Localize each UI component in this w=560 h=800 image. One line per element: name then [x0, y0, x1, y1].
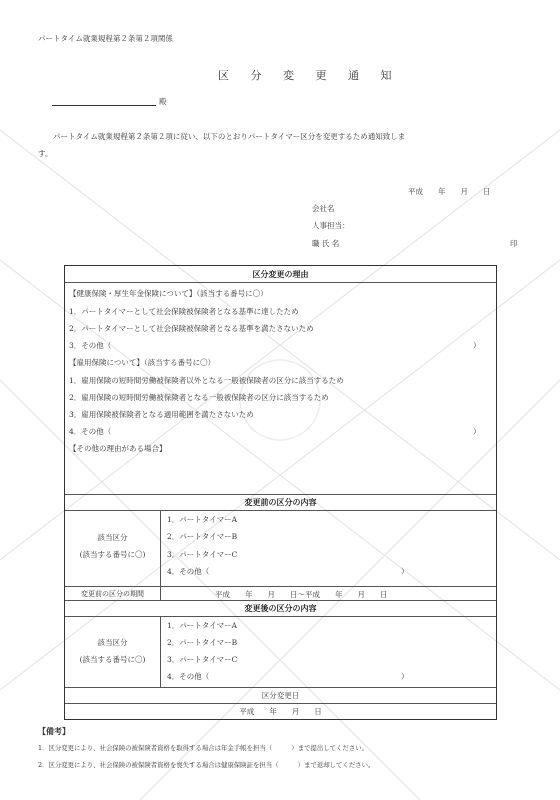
health-heading: 【健康保険・厚生年金保険について】（該当する番号に〇）: [69, 289, 268, 298]
company-label: 会社名: [312, 204, 335, 213]
before-option-other[interactable]: 4．その他（: [167, 567, 210, 576]
before-label-2: (該当する番号に〇): [79, 550, 146, 559]
after-label-2: (該当する番号に〇): [79, 655, 146, 664]
after-label-1: 該当区分: [97, 638, 128, 647]
employment-item-3[interactable]: 3．雇用保険被保険者となる適用範囲を満たさないため: [69, 410, 254, 419]
issue-date: 平成 年 月 日: [408, 187, 491, 196]
before-label-1: 該当区分: [97, 533, 128, 542]
before-period-label: 変更前の区分の期間: [81, 590, 144, 598]
health-item-3-close: ）: [473, 341, 481, 350]
after-date-header: 区分変更日: [261, 691, 300, 700]
after-header: 変更後の区分の内容: [244, 604, 317, 613]
note-item-2: 2．区分変更により、社会保険の被保険者資格を喪失する場合は健康保険証を担当（ ）まで返却してください。: [38, 761, 375, 769]
before-option-b[interactable]: 2．パートタイマーB: [167, 532, 238, 541]
note-item-1: 1．区分変更により、社会保険の被保険者資格を取得する場合は年金手帳を担当（ ）まで提出してください。: [38, 744, 368, 752]
addressee-suffix: 殿: [159, 97, 167, 106]
reference-text: パートタイム就業規程第２条第２項関係: [38, 34, 173, 43]
health-item-2[interactable]: 2．パートタイマーとして社会保険被保険者となる基準を満たさないため: [69, 324, 314, 333]
before-option-c[interactable]: 3．パートタイマーC: [167, 550, 238, 559]
after-date-value[interactable]: 平成 年 月 日: [239, 707, 322, 716]
notes-heading: 【備考】: [38, 726, 70, 736]
employment-item-2[interactable]: 2．雇用保険の短時間労働被保険者となる一般被保険者の区分に該当するため: [69, 393, 329, 402]
after-option-b[interactable]: 2．パートタイマーB: [167, 638, 238, 647]
employment-item-4-close: ）: [473, 427, 481, 436]
other-reason-heading: 【その他の理由がある場合】: [69, 444, 167, 453]
reasons-header: 区分変更の理由: [252, 270, 309, 279]
after-option-a[interactable]: 1．パートタイマーA: [167, 621, 238, 630]
intro-text-continued: す。: [38, 149, 53, 158]
after-option-other[interactable]: 4．その他（: [167, 672, 210, 681]
name-label: 職 氏 名: [312, 239, 340, 248]
addressee-field[interactable]: [52, 93, 156, 106]
document-title: 区 分 変 更 通 知: [218, 69, 401, 82]
hr-label: 人事担当：: [312, 221, 350, 230]
after-option-other-close: ）: [401, 672, 409, 681]
before-header: 変更前の区分の内容: [244, 498, 317, 507]
health-item-1[interactable]: 1．パートタイマーとして社会保険被保険者となる基準に達したため: [69, 307, 299, 316]
before-option-other-close: ）: [401, 567, 409, 576]
employment-heading: 【雇用保険について】（該当する番号に〇）: [69, 358, 216, 367]
form-table: [64, 265, 497, 720]
seal-mark: 印: [510, 239, 518, 248]
after-option-c[interactable]: 3．パートタイマーC: [167, 655, 238, 664]
employment-item-4[interactable]: 4．その他（: [69, 427, 112, 436]
before-period-value[interactable]: 平成 年 月 日～平成 年 月 日: [215, 590, 388, 599]
intro-text: パートタイム就業規程第２条第２項に従い、以下のとおりパートタイマー区分を変更するため通知致しま: [53, 132, 406, 141]
employment-item-1[interactable]: 1．雇用保険の短時間労働被保険者以外となる一般被保険者の区分に該当するため: [69, 376, 344, 385]
before-option-a[interactable]: 1．パートタイマーA: [167, 515, 238, 524]
health-item-3[interactable]: 3．その他（: [69, 341, 112, 350]
